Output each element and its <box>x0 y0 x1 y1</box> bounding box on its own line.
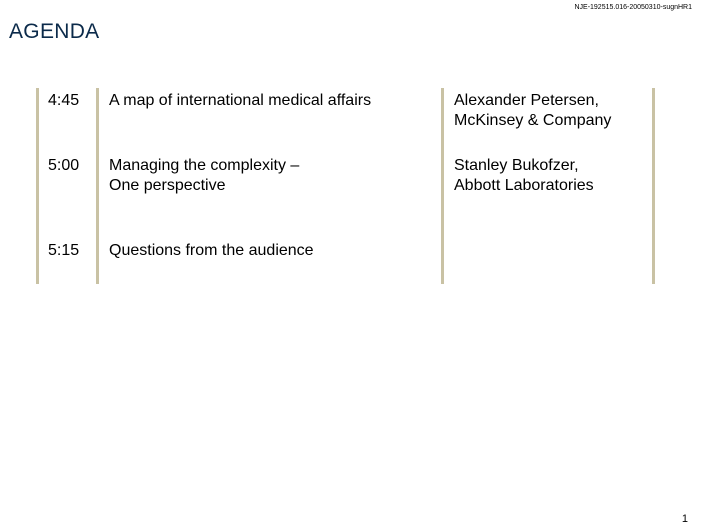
speaker-organization: McKinsey & Company <box>454 112 612 129</box>
agenda-topic <box>109 241 439 261</box>
document-id: NJE-192515.016-20050310-sugnHR1 <box>574 4 692 11</box>
agenda-topic-line: A map of international medical affairs <box>109 92 372 109</box>
page-number: 1 <box>681 513 688 525</box>
speaker-name: Alexander Petersen, <box>454 92 599 109</box>
speaker-name: Stanley Bukofzer, <box>454 157 579 174</box>
agenda-topic-line: Questions from the audience <box>109 242 314 259</box>
agenda-topic <box>109 156 439 196</box>
column-divider-2 <box>96 88 99 284</box>
agenda-time: 5:00 <box>48 157 80 174</box>
agenda-topic <box>109 91 439 111</box>
speaker-organization: Abbott Laboratories <box>454 177 594 194</box>
column-divider-4 <box>652 88 655 284</box>
agenda-speaker <box>454 91 649 131</box>
agenda-speaker <box>454 156 649 196</box>
agenda-time: 4:45 <box>48 92 80 109</box>
agenda-topic-line: Managing the complexity – <box>109 157 300 174</box>
agenda-topic-line: One perspective <box>109 177 226 194</box>
page-title: AGENDA <box>9 20 100 43</box>
agenda-time: 5:15 <box>48 242 80 259</box>
column-divider-1 <box>36 88 39 284</box>
column-divider-3 <box>441 88 444 284</box>
